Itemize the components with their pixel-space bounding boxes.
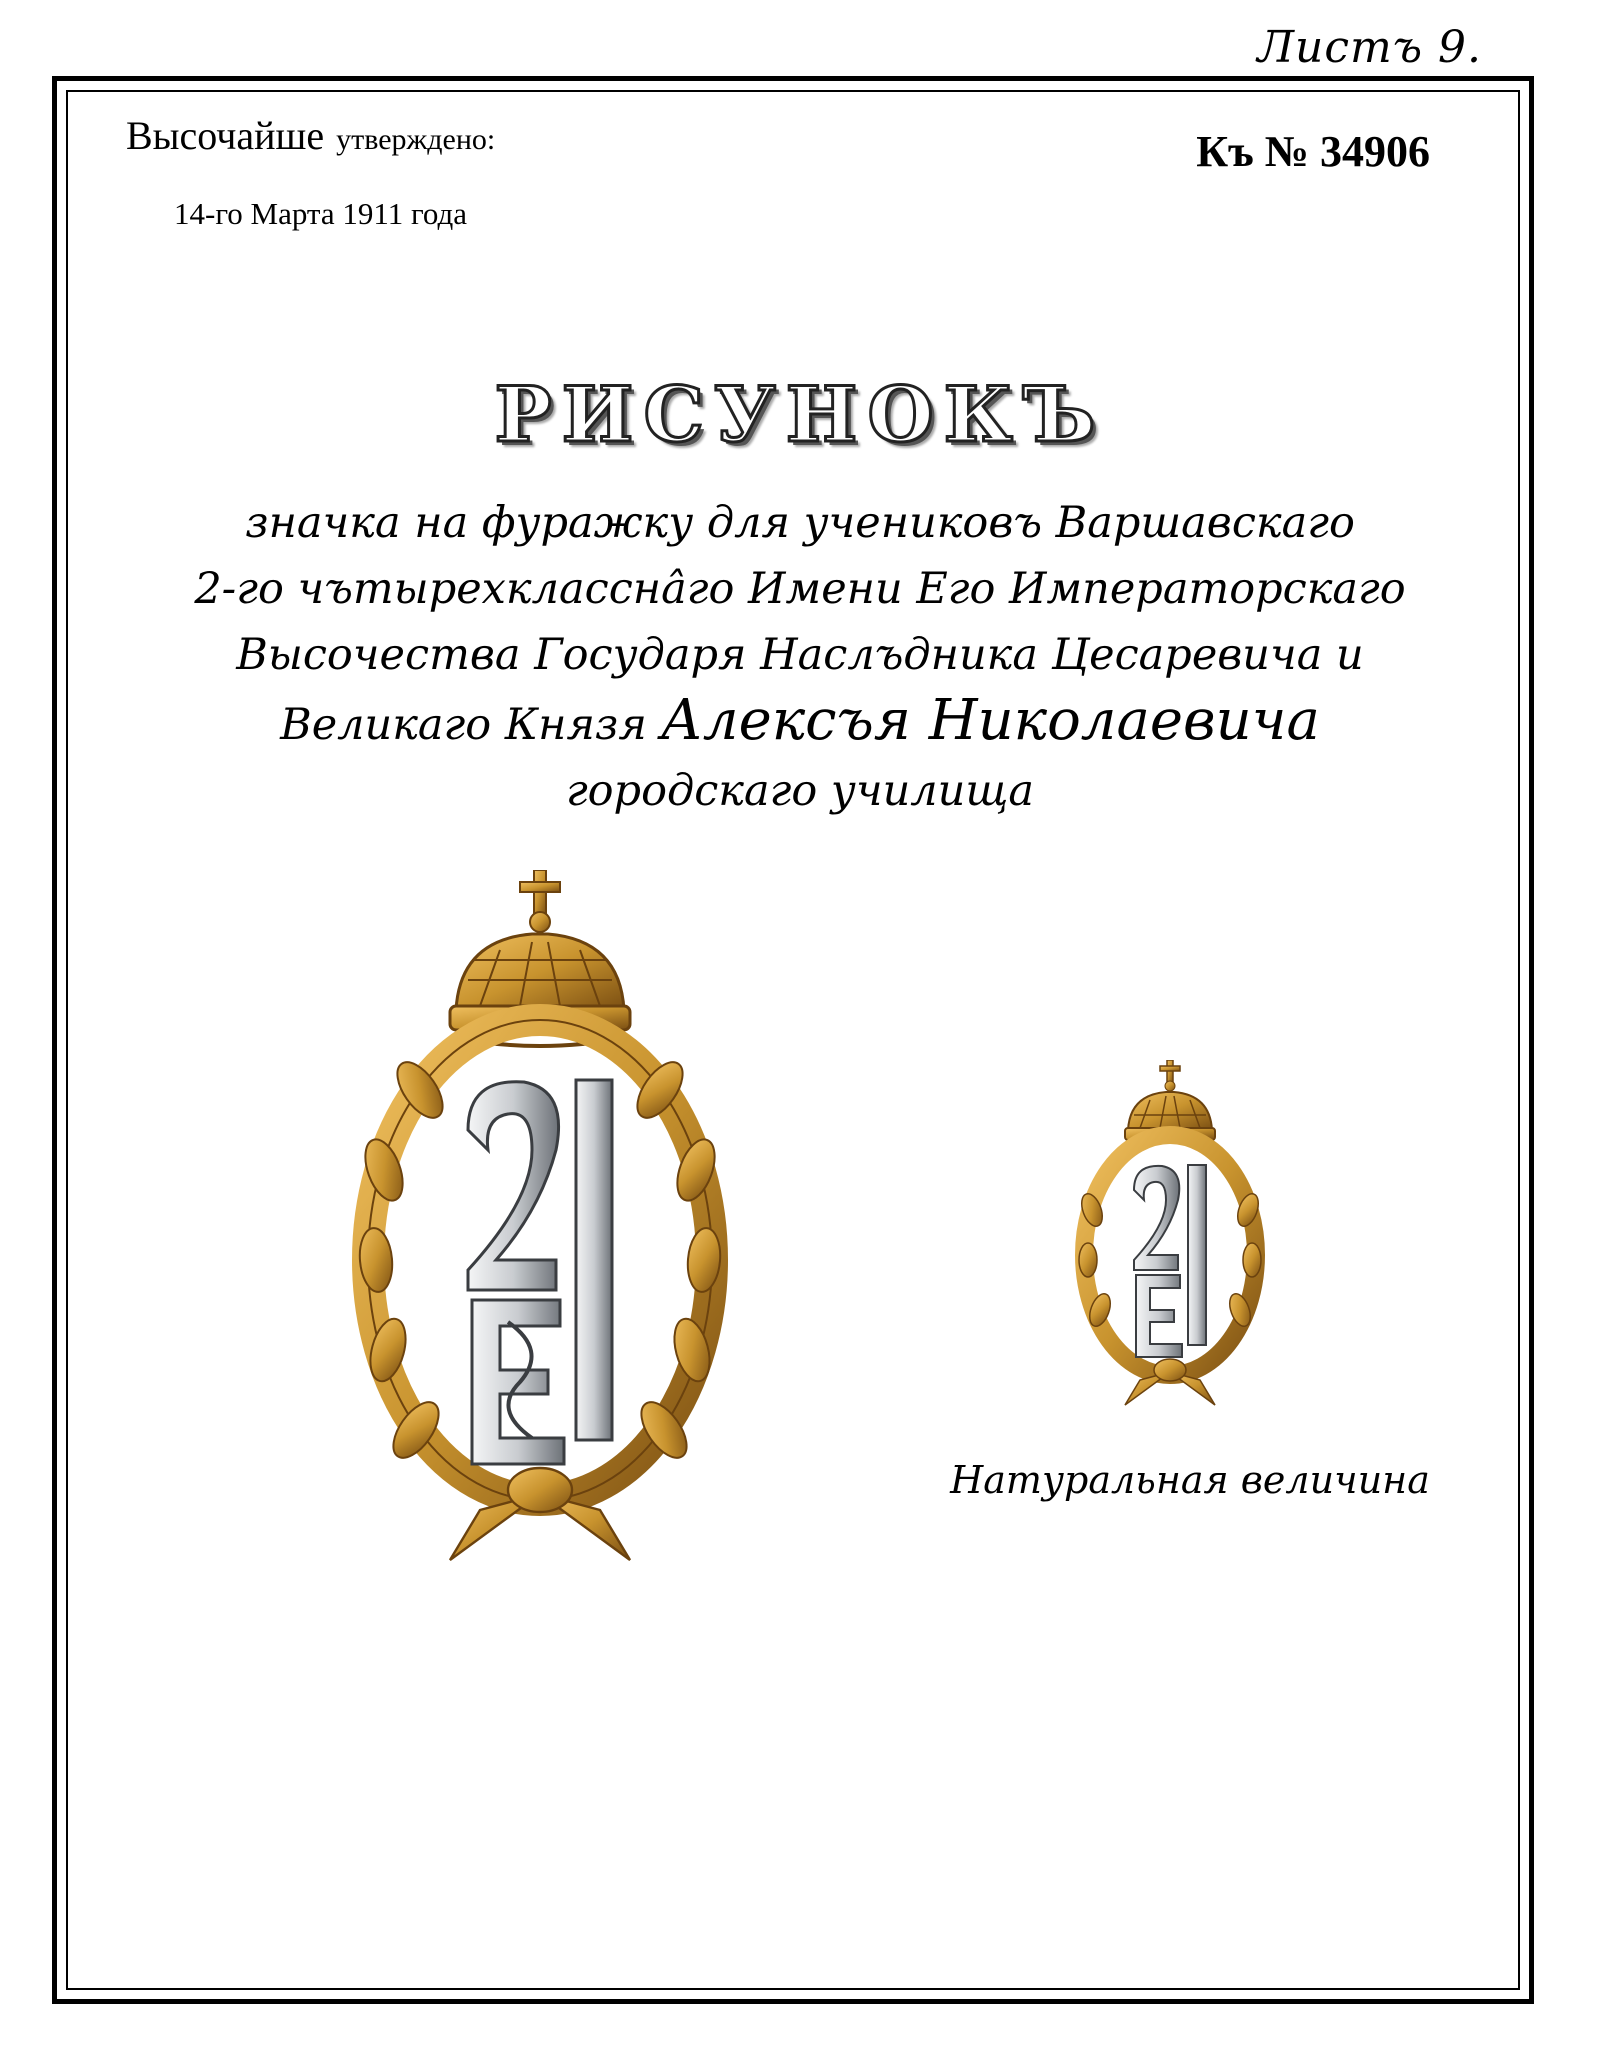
grand-duke-name: Алексъя Николаевича — [660, 688, 1320, 753]
monogram-icon — [460, 1080, 620, 1470]
drawing-heading: РИСУНОКЪ — [494, 370, 1106, 459]
cross-icon — [520, 870, 560, 932]
approval-word-2: утверждено: — [336, 123, 496, 156]
title-line-4 — [0, 688, 1600, 758]
title-line-3: Высочества Государя Наслъдника Цесаревича и — [236, 630, 1364, 680]
title-line-5: городскаго училища — [565, 766, 1035, 816]
title-line-1: значка на фуражку для учениковъ Варшавскаго — [245, 498, 1355, 548]
small-cross-icon — [1160, 1060, 1180, 1091]
approval-word-1: Высочайше — [126, 113, 325, 158]
record-number: Къ № 34906 — [1196, 127, 1430, 176]
title-line-2: 2-го чътырехклассна̂го Имени Его Императорскаго — [194, 564, 1406, 614]
small-monogram-icon — [1134, 1165, 1206, 1357]
natural-size-caption: Натуральная величина — [950, 1458, 1430, 1502]
title-block — [0, 490, 1600, 824]
title-line-4-prefix: Великаго Князя — [280, 700, 647, 750]
badge-natural-size-illustration — [1070, 1060, 1270, 1410]
sheet-label: Листъ 9. — [1257, 22, 1482, 73]
approval-note — [126, 112, 495, 159]
badge-enlarged-illustration — [340, 870, 740, 1570]
approval-date: 14-го Марта 1911 года — [174, 196, 468, 231]
